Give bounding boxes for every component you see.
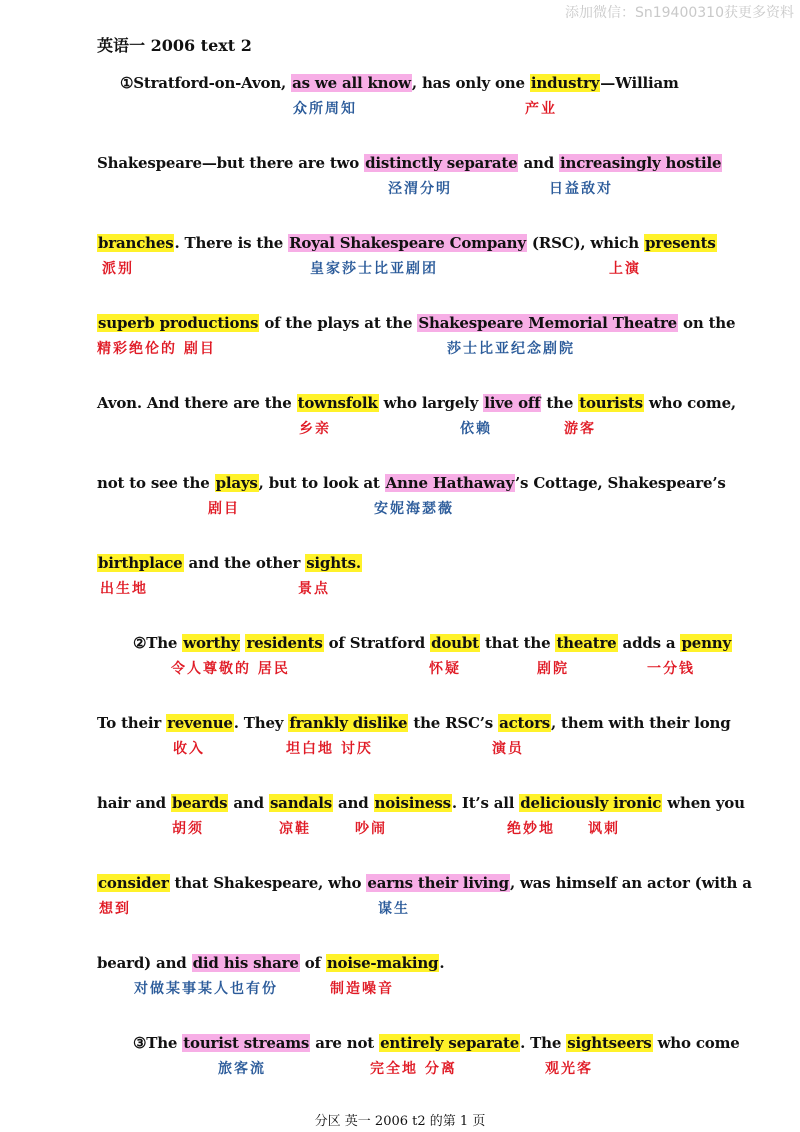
annotation-row bbox=[0, 418, 800, 442]
text-line bbox=[0, 312, 800, 372]
plain-text: To their bbox=[97, 714, 167, 732]
plain-text: who come, bbox=[643, 394, 736, 412]
highlight-yellow: residents bbox=[246, 634, 323, 652]
chinese-annotation: 出生地 bbox=[100, 581, 148, 597]
english-sentence bbox=[97, 232, 717, 254]
plain-text: and bbox=[332, 794, 374, 812]
text-line bbox=[0, 872, 800, 932]
chinese-annotation: 众所周知 bbox=[293, 101, 357, 117]
english-sentence bbox=[97, 472, 726, 494]
chinese-annotation: 景点 bbox=[298, 581, 330, 597]
chinese-annotation: 剧目 bbox=[208, 501, 240, 517]
highlight-pink: as we all know bbox=[292, 74, 411, 92]
highlight-yellow: tourists bbox=[579, 394, 643, 412]
chinese-annotation: 剧院 bbox=[537, 661, 569, 677]
plain-text: , has only one bbox=[411, 74, 530, 92]
english-sentence bbox=[97, 792, 745, 814]
english-sentence bbox=[97, 392, 736, 414]
plain-text: ②The bbox=[133, 634, 183, 652]
english-sentence bbox=[97, 312, 735, 334]
highlight-pink: live off bbox=[484, 394, 541, 412]
english-sentence bbox=[97, 552, 362, 574]
chinese-annotation: 令人尊敬的 居民 bbox=[171, 661, 290, 677]
plain-text: , was himself an actor (with a bbox=[509, 874, 752, 892]
highlight-pink: Royal Shakespeare Company bbox=[289, 234, 526, 252]
highlight-yellow: industry bbox=[530, 74, 600, 92]
text-line bbox=[0, 472, 800, 532]
plain-text: beard) and bbox=[97, 954, 192, 972]
chinese-annotation: 收入 bbox=[173, 741, 205, 757]
chinese-annotation: 演员 bbox=[492, 741, 524, 757]
plain-text: (RSC), which bbox=[526, 234, 644, 252]
plain-text: hair and bbox=[97, 794, 171, 812]
chinese-annotation: 依赖 bbox=[460, 421, 492, 437]
chinese-annotation: 产业 bbox=[525, 101, 557, 117]
text-line bbox=[0, 152, 800, 212]
chinese-annotation: 胡须 bbox=[172, 821, 204, 837]
highlight-pink: tourist streams bbox=[183, 1034, 310, 1052]
chinese-annotation: 对做某事某人也有份 bbox=[134, 981, 278, 997]
annotation-row bbox=[0, 258, 800, 282]
chinese-annotation: 观光客 bbox=[545, 1061, 593, 1077]
english-sentence bbox=[97, 152, 722, 174]
text-line bbox=[0, 632, 800, 692]
highlight-yellow: actors bbox=[499, 714, 551, 732]
highlight-yellow: consider bbox=[98, 874, 169, 892]
highlight-yellow: plays bbox=[215, 474, 258, 492]
chinese-annotation: 安妮海瑟薇 bbox=[374, 501, 454, 517]
document-title: 英语一 2006 text 2 bbox=[97, 36, 252, 55]
chinese-annotation: 制造噪音 bbox=[330, 981, 394, 997]
highlight-yellow: worthy bbox=[183, 634, 240, 652]
english-sentence bbox=[133, 1032, 740, 1054]
highlight-yellow: penny bbox=[681, 634, 732, 652]
highlight-yellow: birthplace bbox=[98, 554, 183, 572]
plain-text: who largely bbox=[378, 394, 484, 412]
english-sentence bbox=[97, 952, 444, 974]
plain-text: . They bbox=[233, 714, 289, 732]
annotation-row bbox=[0, 818, 800, 842]
highlight-pink: earns their living bbox=[367, 874, 509, 892]
plain-text: ’s Cottage, Shakespeare’s bbox=[515, 474, 726, 492]
plain-text: and the other bbox=[183, 554, 306, 572]
plain-text: . It’s all bbox=[451, 794, 520, 812]
text-line bbox=[0, 1032, 800, 1092]
highlight-yellow: townsfolk bbox=[297, 394, 378, 412]
plain-text: of Stratford bbox=[323, 634, 431, 652]
highlight-yellow: frankly dislike bbox=[289, 714, 408, 732]
english-sentence bbox=[97, 872, 752, 894]
plain-text: not to see the bbox=[97, 474, 215, 492]
english-sentence bbox=[133, 632, 732, 654]
chinese-annotation: 讽刺 bbox=[588, 821, 620, 837]
highlight-yellow: beards bbox=[171, 794, 228, 812]
highlight-yellow: superb productions bbox=[98, 314, 259, 332]
highlight-yellow: noisiness bbox=[374, 794, 451, 812]
plain-text: . The bbox=[520, 1034, 567, 1052]
plain-text: of bbox=[299, 954, 326, 972]
annotation-row bbox=[0, 98, 800, 122]
chinese-annotation: 派别 bbox=[102, 261, 134, 277]
highlight-yellow: doubt bbox=[431, 634, 479, 652]
chinese-annotation: 凉鞋 bbox=[279, 821, 311, 837]
chinese-annotation: 坦白地 讨厌 bbox=[286, 741, 373, 757]
plain-text: and bbox=[228, 794, 269, 812]
english-sentence bbox=[97, 712, 731, 734]
highlight-pink: did his share bbox=[192, 954, 299, 972]
text-line bbox=[0, 712, 800, 772]
plain-text: Shakespeare—but there are two bbox=[97, 154, 365, 172]
text-line bbox=[0, 72, 800, 132]
text-line bbox=[0, 952, 800, 1012]
highlight-yellow: sandals bbox=[269, 794, 332, 812]
annotation-row bbox=[0, 338, 800, 362]
chinese-annotation: 精彩绝伦的 剧目 bbox=[97, 341, 216, 357]
highlight-yellow: presents bbox=[644, 234, 716, 252]
chinese-annotation: 吵闹 bbox=[355, 821, 387, 837]
highlight-yellow: sights. bbox=[306, 554, 361, 572]
annotation-row bbox=[0, 898, 800, 922]
plain-text: are not bbox=[310, 1034, 380, 1052]
highlight-yellow: deliciously ironic bbox=[520, 794, 662, 812]
chinese-annotation: 皇家莎士比亚剧团 bbox=[310, 261, 438, 277]
highlight-yellow: revenue bbox=[167, 714, 233, 732]
highlight-yellow: theatre bbox=[556, 634, 617, 652]
chinese-annotation: 上演 bbox=[609, 261, 641, 277]
plain-text: that the bbox=[479, 634, 556, 652]
plain-text: that Shakespeare, who bbox=[169, 874, 367, 892]
plain-text: ①Stratford-on-Avon, bbox=[120, 74, 292, 92]
chinese-annotation: 乡亲 bbox=[299, 421, 331, 437]
annotation-row bbox=[0, 498, 800, 522]
plain-text: when you bbox=[662, 794, 745, 812]
page-footer: 分区 英一 2006 t2 的第 1 页 bbox=[314, 1114, 486, 1129]
chinese-annotation: 日益敌对 bbox=[549, 181, 613, 197]
highlight-yellow: sightseers bbox=[567, 1034, 652, 1052]
highlight-pink: Anne Hathaway bbox=[385, 474, 515, 492]
text-line bbox=[0, 792, 800, 852]
plain-text: , but to look at bbox=[258, 474, 385, 492]
chinese-annotation: 莎士比亚纪念剧院 bbox=[447, 341, 575, 357]
plain-text: adds a bbox=[617, 634, 681, 652]
highlight-yellow: branches bbox=[98, 234, 174, 252]
plain-text: on the bbox=[678, 314, 736, 332]
highlight-pink: distinctly separate bbox=[365, 154, 518, 172]
chinese-annotation: 想到 bbox=[99, 901, 131, 917]
plain-text: . There is the bbox=[174, 234, 289, 252]
plain-text: who come bbox=[652, 1034, 740, 1052]
chinese-annotation: 旅客流 bbox=[218, 1061, 266, 1077]
plain-text: the RSC’s bbox=[408, 714, 499, 732]
chinese-annotation: 谋生 bbox=[378, 901, 410, 917]
chinese-annotation: 完全地 分离 bbox=[370, 1061, 457, 1077]
text-line bbox=[0, 392, 800, 452]
plain-text: of the plays at the bbox=[259, 314, 418, 332]
highlight-yellow: entirely separate bbox=[380, 1034, 520, 1052]
annotation-row bbox=[0, 1058, 800, 1082]
text-line bbox=[0, 552, 800, 612]
highlight-pink: increasingly hostile bbox=[560, 154, 722, 172]
annotation-row bbox=[0, 578, 800, 602]
plain-text: ③The bbox=[133, 1034, 183, 1052]
watermark-text: 添加微信：Sn19400310获更多资料 bbox=[564, 5, 794, 21]
chinese-annotation: 一分钱 bbox=[647, 661, 695, 677]
chinese-annotation: 游客 bbox=[564, 421, 596, 437]
plain-text: the bbox=[541, 394, 579, 412]
plain-text: , them with their long bbox=[551, 714, 731, 732]
highlight-pink: Shakespeare Memorial Theatre bbox=[418, 314, 678, 332]
text-line bbox=[0, 232, 800, 292]
annotation-row bbox=[0, 738, 800, 762]
plain-text: Avon. And there are the bbox=[97, 394, 297, 412]
highlight-yellow: noise-making bbox=[326, 954, 439, 972]
chinese-annotation: 泾渭分明 bbox=[388, 181, 452, 197]
plain-text: —William bbox=[600, 74, 679, 92]
annotation-row bbox=[0, 658, 800, 682]
plain-text: . bbox=[439, 954, 445, 972]
annotation-row bbox=[0, 978, 800, 1002]
english-sentence bbox=[120, 72, 679, 94]
chinese-annotation: 绝妙地 bbox=[507, 821, 555, 837]
plain-text: and bbox=[518, 154, 560, 172]
annotation-row bbox=[0, 178, 800, 202]
chinese-annotation: 怀疑 bbox=[429, 661, 461, 677]
